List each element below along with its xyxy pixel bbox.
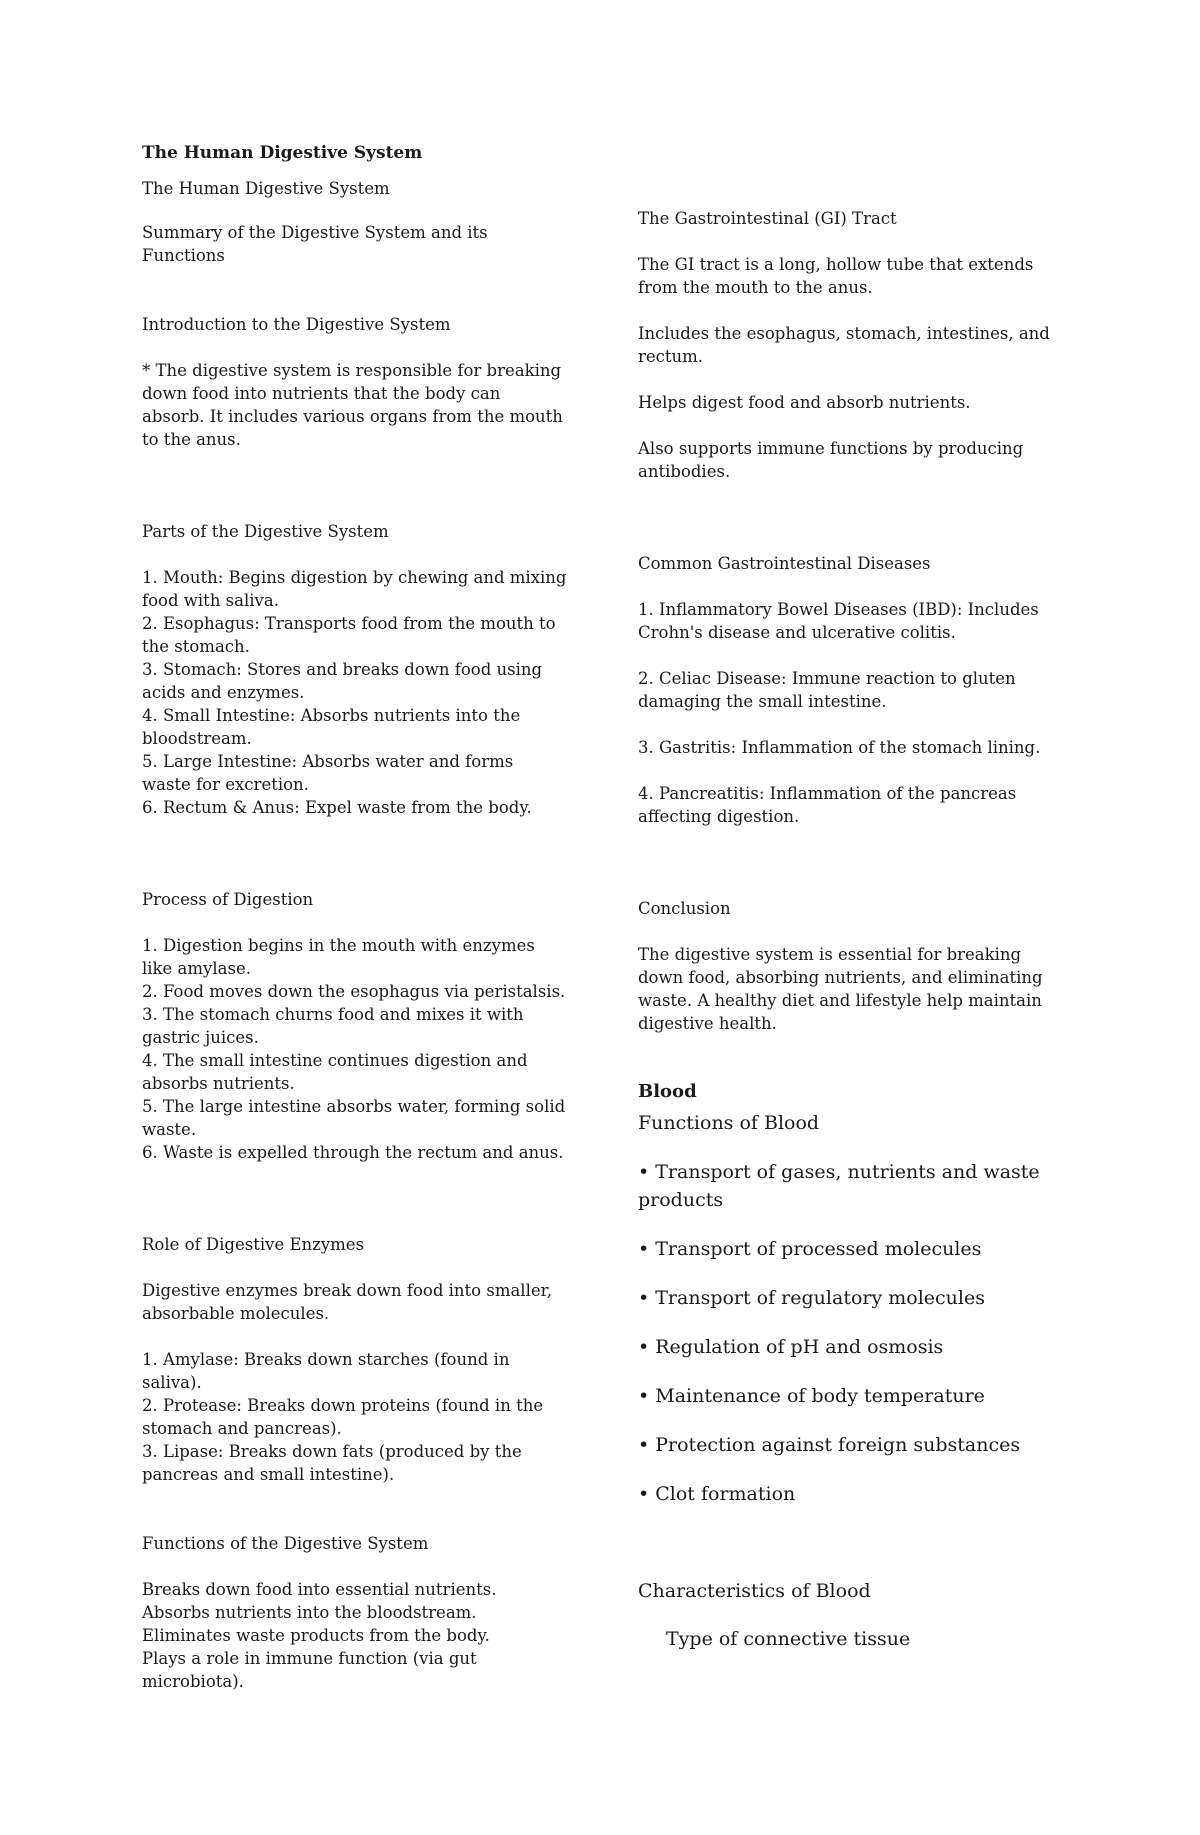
diseases-heading: Common Gastrointestinal Diseases <box>638 554 931 573</box>
list-item: 3. The stomach churns food and mixes it with gastric juices. <box>142 1005 524 1047</box>
enzymes-intro: Digestive enzymes break down food into smaller, absorbable molecules. <box>142 1281 552 1323</box>
gi-item: Also supports immune functions by producing antibodies. <box>638 439 1024 481</box>
list-item: Breaks down food into essential nutrients. <box>142 1580 497 1599</box>
list-item: 2. Food moves down the esophagus via peristalsis. <box>142 982 566 1001</box>
list-item: 6. Waste is expelled through the rectum and anus. <box>142 1143 564 1162</box>
blood-function-item: • Transport of processed molecules <box>638 1238 982 1260</box>
subtitle: The Human Digestive System <box>142 179 390 198</box>
gi-heading: The Gastrointestinal (GI) Tract <box>638 209 897 228</box>
blood-function-item: • Regulation of pH and osmosis <box>638 1336 944 1358</box>
conclusion-heading: Conclusion <box>638 899 731 918</box>
summary-line: Summary of the Digestive System and its Functions <box>142 223 488 265</box>
list-item: 1. Digestion begins in the mouth with enzymes like amylase. <box>142 936 535 978</box>
list-item: 4. Small Intestine: Absorbs nutrients into the bloodstream. <box>142 706 521 748</box>
list-item: 4. The small intestine continues digestion and absorbs nutrients. <box>142 1051 528 1093</box>
right-column <box>638 207 1058 1653</box>
list-item: 3. Lipase: Breaks down fats (produced by the pancreas and small intestine). <box>142 1442 522 1484</box>
disease-item: 1. Inflammatory Bowel Diseases (IBD): Includes Crohn's disease and ulcerative colitis. <box>638 600 1039 642</box>
list-item: 2. Protease: Breaks down proteins (found in the stomach and pancreas). <box>142 1396 544 1438</box>
disease-item: 3. Gastritis: Inflammation of the stomach lining. <box>638 738 1041 757</box>
blood-characteristic-item: Type of connective tissue <box>666 1628 911 1650</box>
parts-heading: Parts of the Digestive System <box>142 522 389 541</box>
left-column <box>142 142 567 1693</box>
list-item: 2. Esophagus: Transports food from the mouth to the stomach. <box>142 614 556 656</box>
disease-item: 4. Pancreatitis: Inflammation of the pancreas affecting digestion. <box>638 784 1017 826</box>
intro-heading: Introduction to the Digestive System <box>142 315 451 334</box>
list-item: 5. Large Intestine: Absorbs water and forms waste for excretion. <box>142 752 514 794</box>
document-title: The Human Digestive System <box>142 143 423 163</box>
intro-text: * The digestive system is responsible for breaking down food into nutrients that the body can absorb. It includes various organs from the mouth to the anus. <box>142 361 563 449</box>
list-item: 6. Rectum & Anus: Expel waste from the body. <box>142 798 532 817</box>
enzymes-heading: Role of Digestive Enzymes <box>142 1235 365 1254</box>
gi-item: The GI tract is a long, hollow tube that extends from the mouth to the anus. <box>638 255 1034 297</box>
process-list <box>142 934 567 1164</box>
list-item: 5. The large intestine absorbs water, forming solid waste. <box>142 1097 566 1139</box>
blood-heading: Blood <box>638 1081 697 1102</box>
disease-item: 2. Celiac Disease: Immune reaction to gluten damaging the small intestine. <box>638 669 1016 711</box>
blood-function-item: • Clot formation <box>638 1483 796 1505</box>
gi-item: Helps digest food and absorb nutrients. <box>638 393 971 412</box>
blood-function-item: • Protection against foreign substances <box>638 1434 1021 1456</box>
blood-function-item: • Maintenance of body temperature <box>638 1385 985 1407</box>
process-heading: Process of Digestion <box>142 890 314 909</box>
list-item: Eliminates waste products from the body. <box>142 1626 490 1645</box>
functions-list <box>142 1578 567 1693</box>
list-item: 3. Stomach: Stores and breaks down food using acids and enzymes. <box>142 660 543 702</box>
blood-function-item: • Transport of gases, nutrients and waste products <box>638 1161 1040 1211</box>
blood-characteristics-heading: Characteristics of Blood <box>638 1580 871 1602</box>
gi-item: Includes the esophagus, stomach, intestines, and rectum. <box>638 324 1050 366</box>
enzymes-list <box>142 1348 567 1486</box>
list-item: 1. Mouth: Begins digestion by chewing and mixing food with saliva. <box>142 568 567 610</box>
list-item: 1. Amylase: Breaks down starches (found in saliva). <box>142 1350 510 1392</box>
list-item: Plays a role in immune function (via gut microbiota). <box>142 1649 477 1691</box>
list-item: Absorbs nutrients into the bloodstream. <box>142 1603 477 1622</box>
conclusion-text: The digestive system is essential for breaking down food, absorbing nutrients, and eliminating waste. A healthy diet and lifestyle help maintain digestive health. <box>638 945 1043 1033</box>
parts-list <box>142 566 567 819</box>
functions-heading: Functions of the Digestive System <box>142 1534 429 1553</box>
blood-function-item: • Transport of regulatory molecules <box>638 1287 985 1309</box>
blood-functions-heading: Functions of Blood <box>638 1112 820 1134</box>
